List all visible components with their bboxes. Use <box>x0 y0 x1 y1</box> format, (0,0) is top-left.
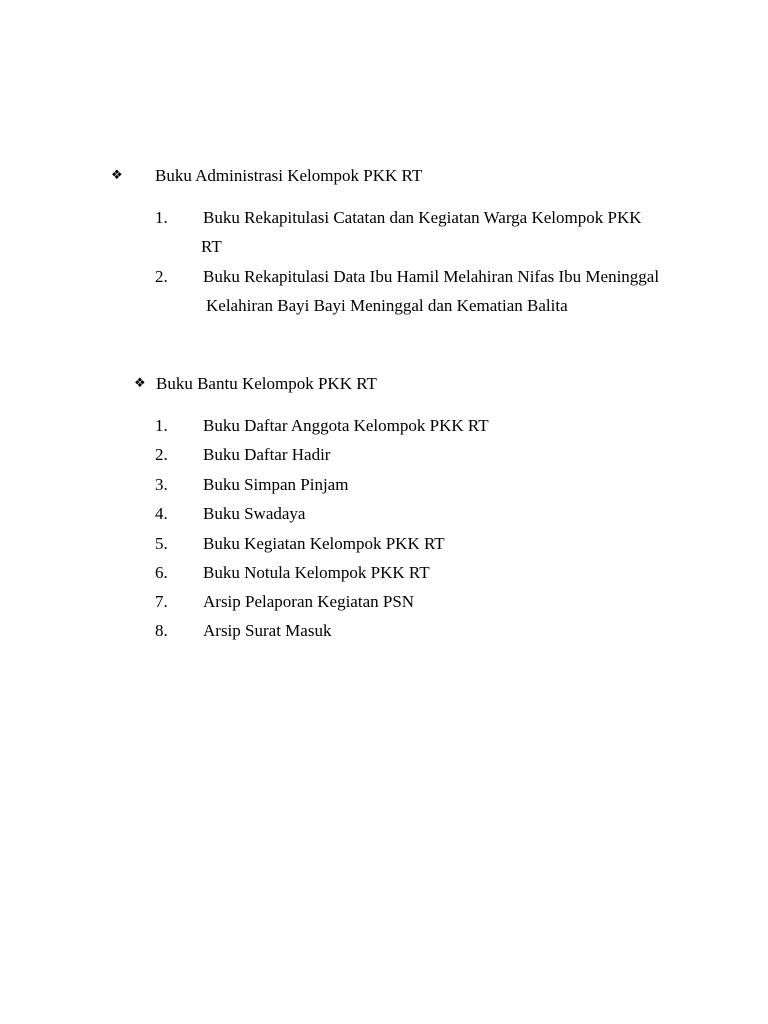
section-heading: Buku Bantu Kelompok PKK RT <box>156 374 377 393</box>
list-number: 1. <box>155 208 168 227</box>
list-item-text: Buku Kegiatan Kelompok PKK RT <box>203 534 445 553</box>
list-number: 7. <box>155 592 168 611</box>
list-item-text: Buku Notula Kelompok PKK RT <box>203 563 430 582</box>
list-number: 3. <box>155 475 168 494</box>
list-item-text: Buku Daftar Anggota Kelompok PKK RT <box>203 416 489 435</box>
list-number: 4. <box>155 504 168 523</box>
list-item-text: Arsip Pelaporan Kegiatan PSN <box>203 592 415 611</box>
list-item-text: Buku Simpan Pinjam <box>203 475 349 494</box>
list-item-text: Buku Daftar Hadir <box>203 445 331 464</box>
list-number: 6. <box>155 563 168 582</box>
list-number: 8. <box>155 621 168 640</box>
list-item-text-continued: RT <box>201 237 222 256</box>
list-item-text-continued: Kelahiran Bayi Bayi Meninggal dan Kematian Balita <box>206 296 568 315</box>
list-item-text: Arsip Surat Masuk <box>203 621 332 640</box>
list-number: 2. <box>155 445 168 464</box>
list-number: 2. <box>155 267 168 286</box>
list-item-text: Buku Swadaya <box>203 504 306 523</box>
section-heading: Buku Administrasi Kelompok PKK RT <box>155 166 423 185</box>
list-number: 1. <box>155 416 168 435</box>
list-item-text: Buku Rekapitulasi Data Ibu Hamil Melahiran Nifas Ibu Meninggal <box>203 267 660 286</box>
diamond-bullet-icon: ❖ <box>134 376 146 391</box>
list-number: 5. <box>155 534 168 553</box>
list-item-text: Buku Rekapitulasi Catatan dan Kegiatan Warga Kelompok PKK <box>203 208 642 227</box>
diamond-bullet-icon: ❖ <box>111 168 123 183</box>
